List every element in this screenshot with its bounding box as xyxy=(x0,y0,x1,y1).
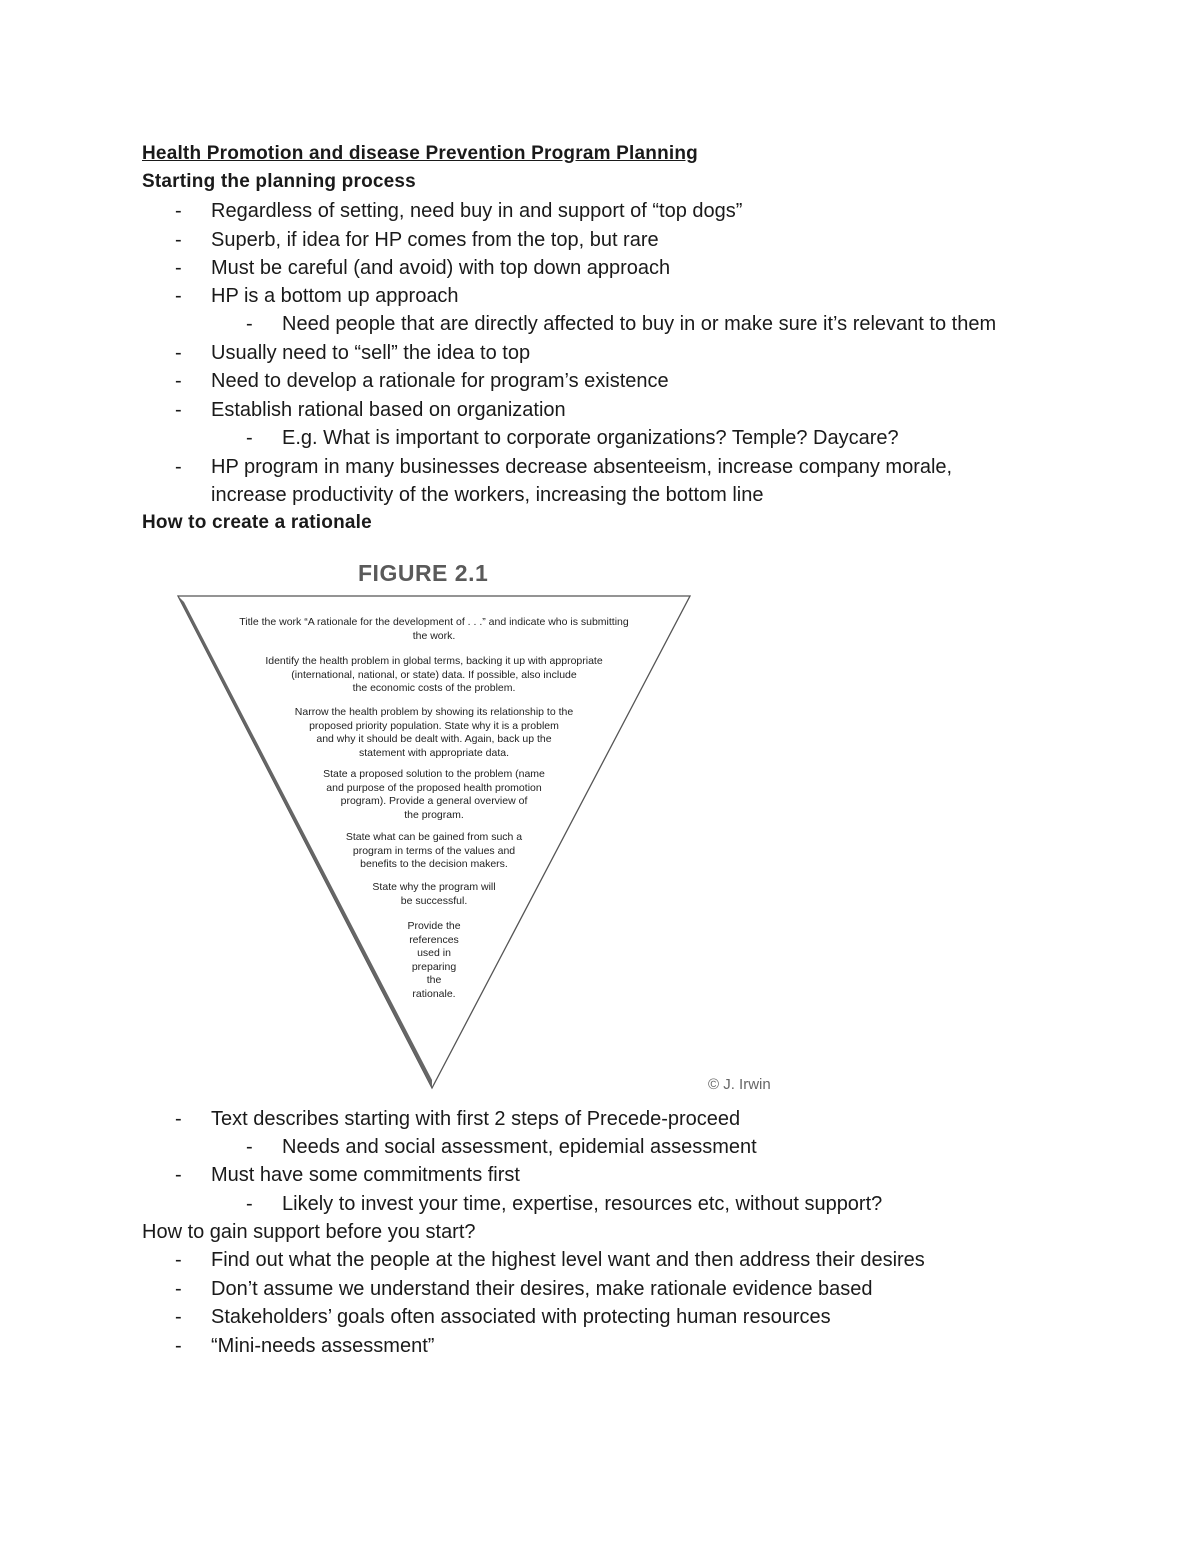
sub-list-item: - Need people that are directly affected to buy in or make sure it’s relevant to them xyxy=(246,313,997,335)
sub-list-item: - Likely to invest your time, expertise, resources etc, without support? xyxy=(246,1193,883,1215)
list-item: - Usually need to “sell” the idea to top xyxy=(175,342,531,364)
document-title: Health Promotion and disease Prevention Program Planning xyxy=(142,143,698,164)
sub-list-item: - E.g. What is important to corporate organizations? Temple? Daycare? xyxy=(246,427,899,449)
figure-step-line: used in xyxy=(417,947,451,959)
section-heading-rationale: How to create a rationale xyxy=(142,512,372,533)
figure-step-2 xyxy=(265,655,602,696)
list-item: - HP is a bottom up approach xyxy=(175,285,459,307)
figure-step-line: Provide the xyxy=(407,920,461,932)
list-item: - Superb, if idea for HP comes from the top, but rare xyxy=(175,229,659,251)
figure-step-1 xyxy=(239,616,628,643)
figure-step-line: rationale. xyxy=(412,987,456,1000)
figure-title: FIGURE 2.1 xyxy=(358,560,489,586)
figure-step-7 xyxy=(407,920,460,1001)
list-item: - Stakeholders’ goals often associated with protecting human resources xyxy=(175,1306,831,1328)
figure-step-6 xyxy=(372,881,495,908)
section-heading-support: How to gain support before you start? xyxy=(142,1221,476,1243)
figure-step-line: program). Provide a general overview of xyxy=(340,795,528,807)
figure-step-line: Identify the health problem in global terms, backing it up with appropriate xyxy=(265,655,603,667)
figure-step-line: preparing xyxy=(411,960,457,973)
list-item: - Establish rational based on organization xyxy=(175,399,566,421)
list-item: - Must have some commitments first xyxy=(175,1164,520,1186)
list-item: - HP program in many businesses decrease absenteeism, increase company morale, xyxy=(175,456,953,478)
figure-step-line: the program. xyxy=(404,808,464,821)
figure-step-line: and why it should be dealt with. Again, back up the xyxy=(316,733,552,745)
list-item: - Text describes starting with first 2 steps of Precede-proceed xyxy=(175,1108,741,1130)
figure-step-line: Narrow the health problem by showing its relationship to the xyxy=(294,706,574,718)
figure-step-line: the economic costs of the problem. xyxy=(352,682,516,694)
figure-step-line: proposed priority population. State why it is a problem xyxy=(309,719,559,732)
figure-step-line: benefits to the decision makers. xyxy=(360,858,508,870)
figure-step-line: be successful. xyxy=(400,894,468,907)
figure-step-line: the work. xyxy=(412,629,456,642)
figure-step-line: and purpose of the proposed health promotion xyxy=(326,781,542,794)
figure-step-line: program in terms of the values and xyxy=(352,844,516,857)
figure-copyright: © J. Irwin xyxy=(708,1076,771,1093)
figure-step-line: (international, national, or state) data. If possible, also include xyxy=(291,668,577,681)
list-item-continuation: increase productivity of the workers, increasing the bottom line xyxy=(211,484,764,506)
figure-step-4 xyxy=(323,768,545,822)
figure-step-line: State what can be gained from such a xyxy=(345,831,523,843)
list-item: - Must be careful (and avoid) with top down approach xyxy=(175,257,671,279)
figure-step-3 xyxy=(295,706,573,760)
list-item: - Find out what the people at the highest level want and then address their desires xyxy=(175,1249,925,1271)
list-item: - Need to develop a rationale for program’s existence xyxy=(175,370,669,392)
sub-list-item: - Needs and social assessment, epidemial assessment xyxy=(246,1136,757,1158)
section-heading-planning: Starting the planning process xyxy=(142,171,416,192)
figure-step-line: references xyxy=(409,933,459,946)
list-item: - “Mini-needs assessment” xyxy=(175,1335,435,1357)
figure-step-line: Title the work “A rationale for the development of . . .” and indicate who is submitting xyxy=(239,616,629,628)
figure-step-line: statement with appropriate data. xyxy=(358,746,509,759)
list-item: - Regardless of setting, need buy in and support of “top dogs” xyxy=(175,200,743,222)
figure-step-5 xyxy=(346,831,522,872)
figure-step-line: State why the program will xyxy=(372,881,496,893)
list-item: - Don’t assume we understand their desires, make rationale evidence based xyxy=(175,1278,873,1300)
figure-step-line: the xyxy=(426,974,442,986)
figure-step-line: State a proposed solution to the problem (name xyxy=(323,768,545,780)
